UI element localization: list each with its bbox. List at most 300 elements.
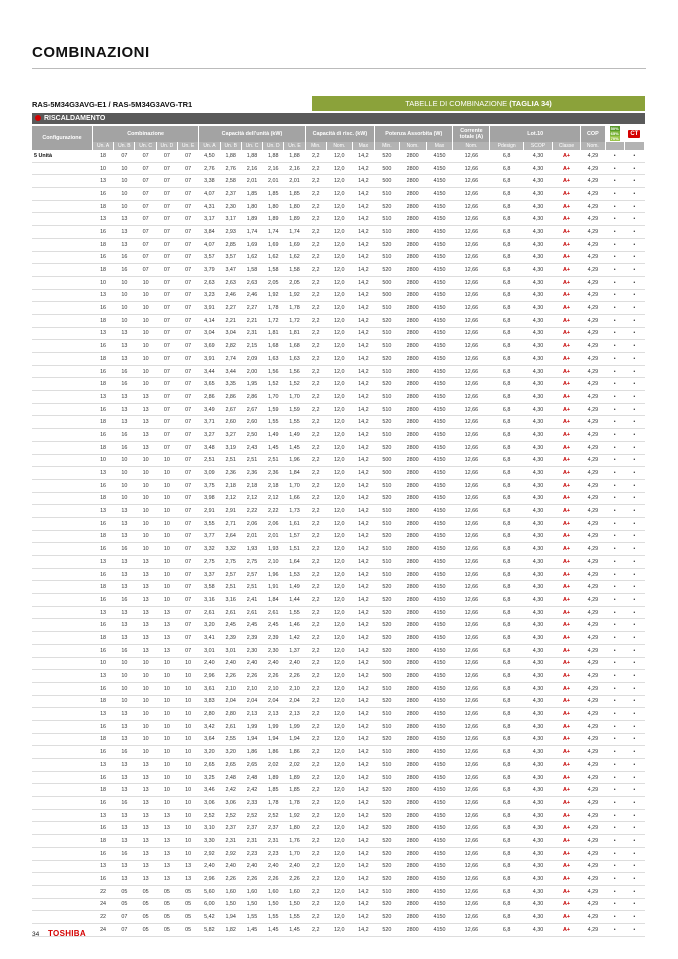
table-cell: 6,8 [490, 759, 524, 772]
table-cell: • [605, 822, 624, 835]
table-cell: • [624, 885, 644, 898]
table-cell: 10 [156, 505, 177, 518]
energy-class-cell: A+ [553, 797, 581, 810]
table-cell: 2,09 [241, 353, 262, 366]
table-cell: 1,89 [284, 213, 305, 226]
table-cell: 2,2 [305, 467, 326, 480]
table-cell: 4150 [426, 695, 453, 708]
table-cell: 2,60 [220, 416, 241, 429]
table-cell: 14,2 [352, 441, 374, 454]
table-cell: 1,50 [263, 898, 284, 911]
table-row [32, 581, 645, 594]
table-cell: 18 [92, 530, 113, 543]
table-cell: 14,2 [352, 353, 374, 366]
table-cell: 07 [178, 314, 199, 327]
table-cell: 510 [375, 403, 400, 416]
table-cell: 13 [114, 556, 135, 569]
table-cell: 13 [114, 860, 135, 873]
table-cell: 14,2 [352, 378, 374, 391]
table-cell: • [605, 416, 624, 429]
table-cell: 10 [178, 682, 199, 695]
table-cell: 07 [178, 302, 199, 315]
table-cell: 12,66 [453, 454, 490, 467]
table-cell: 2,2 [305, 517, 326, 530]
config-cell [32, 568, 92, 581]
table-cell: 520 [375, 898, 400, 911]
table-cell: 10 [156, 530, 177, 543]
table-cell: 3,48 [199, 441, 220, 454]
table-cell: 2,45 [241, 619, 262, 632]
table-cell: 16 [92, 188, 113, 201]
table-cell: 4150 [426, 923, 453, 936]
table-cell: 4,30 [523, 771, 552, 784]
table-cell: 13 [178, 873, 199, 886]
table-cell: 510 [375, 188, 400, 201]
badge-70: 70% [610, 136, 619, 141]
table-cell: 2,36 [220, 467, 241, 480]
table-row [32, 454, 645, 467]
table-cell: • [624, 505, 644, 518]
table-cell: 2800 [399, 784, 426, 797]
table-cell: 2,2 [305, 885, 326, 898]
table-cell: 3,65 [199, 378, 220, 391]
table-cell: 14,2 [352, 695, 374, 708]
table-cell: 3,41 [199, 632, 220, 645]
table-cell: 1,57 [284, 530, 305, 543]
table-cell: 10 [156, 746, 177, 759]
table-cell: 07 [178, 467, 199, 480]
table-cell: 2,16 [284, 162, 305, 175]
table-cell: 2800 [399, 670, 426, 683]
table-cell: 4,30 [523, 568, 552, 581]
table-cell: 1,94 [263, 733, 284, 746]
table-cell: 10 [178, 708, 199, 721]
table-cell: 1,99 [241, 720, 262, 733]
table-cell: • [605, 771, 624, 784]
table-cell: 2800 [399, 251, 426, 264]
table-cell: • [605, 378, 624, 391]
table-cell: 500 [375, 657, 400, 670]
table-cell: 12,0 [326, 708, 352, 721]
table-cell: • [605, 543, 624, 556]
table-cell: 07 [178, 251, 199, 264]
table-cell: 4,30 [523, 391, 552, 404]
table-cell: 4,29 [581, 746, 606, 759]
table-cell: 18 [92, 695, 113, 708]
table-cell: • [605, 847, 624, 860]
table-cell: 12,0 [326, 213, 352, 226]
table-cell: 1,85 [263, 188, 284, 201]
table-cell: 3,47 [220, 264, 241, 277]
table-cell: 6,8 [490, 594, 524, 607]
table-cell: 4,29 [581, 429, 606, 442]
energy-class-cell: A+ [553, 822, 581, 835]
table-cell: 2800 [399, 276, 426, 289]
table-cell: • [605, 238, 624, 251]
table-cell: 2,45 [220, 619, 241, 632]
table-cell: 2,04 [241, 695, 262, 708]
table-cell: 2,2 [305, 670, 326, 683]
table-cell: 2,2 [305, 479, 326, 492]
table-cell: 14,2 [352, 670, 374, 683]
table-cell: 14,2 [352, 264, 374, 277]
table-cell: 2,48 [220, 771, 241, 784]
table-cell: 05 [156, 898, 177, 911]
table-cell: 2,40 [241, 860, 262, 873]
table-cell: 18 [92, 353, 113, 366]
table-cell: 10 [135, 378, 156, 391]
table-cell: 14,2 [352, 682, 374, 695]
table-cell: 4150 [426, 733, 453, 746]
table-cell: 3,55 [199, 517, 220, 530]
table-cell: 2,00 [241, 365, 262, 378]
brand-logo: TOSHIBA [48, 929, 86, 938]
table-cell: 4,30 [523, 314, 552, 327]
table-cell: 07 [178, 213, 199, 226]
table-cell: 510 [375, 746, 400, 759]
table-cell: 1,61 [284, 517, 305, 530]
energy-class-cell: A+ [553, 670, 581, 683]
table-cell: • [605, 759, 624, 772]
table-cell: 24 [92, 923, 113, 936]
table-cell: 3,06 [199, 797, 220, 810]
table-cell: 12,66 [453, 365, 490, 378]
bullet-icon [35, 115, 41, 121]
config-cell [32, 429, 92, 442]
table-cell: 14,2 [352, 403, 374, 416]
table-cell: 14,2 [352, 251, 374, 264]
table-cell: 4,30 [523, 797, 552, 810]
table-cell: 510 [375, 759, 400, 772]
subheader-cell: Un. B [220, 142, 241, 150]
table-cell: 1,59 [284, 403, 305, 416]
table-cell: 10 [114, 302, 135, 315]
table-cell: 2,2 [305, 391, 326, 404]
table-cell: 10 [156, 517, 177, 530]
table-cell: 4,30 [523, 809, 552, 822]
table-cell: 2,52 [241, 809, 262, 822]
table-cell: 3,69 [199, 340, 220, 353]
table-cell: 6,8 [490, 720, 524, 733]
table-cell: 6,8 [490, 175, 524, 188]
table-cell: 2,55 [220, 733, 241, 746]
table-cell: 12,66 [453, 467, 490, 480]
table-cell: 2,2 [305, 365, 326, 378]
table-cell: 16 [92, 644, 113, 657]
table-cell: 12,0 [326, 911, 352, 924]
table-cell: 2,96 [199, 873, 220, 886]
table-cell: 1,55 [263, 911, 284, 924]
table-cell: 1,50 [220, 898, 241, 911]
table-cell: 13 [114, 238, 135, 251]
table-cell: 4150 [426, 492, 453, 505]
table-cell: 3,01 [220, 644, 241, 657]
table-cell: 520 [375, 733, 400, 746]
table-cell: 4,30 [523, 581, 552, 594]
table-cell: 2,2 [305, 873, 326, 886]
table-cell: 13 [114, 340, 135, 353]
table-cell: 12,66 [453, 720, 490, 733]
table-cell: 07 [156, 213, 177, 226]
table-cell: 2,67 [220, 403, 241, 416]
table-cell: 07 [178, 505, 199, 518]
table-cell: 05 [178, 885, 199, 898]
table-cell: 3,06 [220, 797, 241, 810]
table-cell: 12,66 [453, 594, 490, 607]
table-cell: 510 [375, 505, 400, 518]
table-cell: 2,40 [284, 657, 305, 670]
energy-class-cell: A+ [553, 302, 581, 315]
table-cell: 2,31 [241, 835, 262, 848]
table-cell: 4,29 [581, 682, 606, 695]
table-cell: 1,80 [284, 822, 305, 835]
config-cell [32, 606, 92, 619]
table-cell: 12,0 [326, 682, 352, 695]
table-cell: 16 [114, 365, 135, 378]
table-cell: 6,8 [490, 416, 524, 429]
table-cell: 10 [156, 657, 177, 670]
table-cell: 1,52 [263, 378, 284, 391]
table-cell: 07 [135, 150, 156, 162]
config-cell [32, 505, 92, 518]
table-cell: 2,26 [241, 873, 262, 886]
config-cell [32, 162, 92, 175]
table-cell: 14,2 [352, 873, 374, 886]
table-cell: 13 [114, 759, 135, 772]
table-cell: 4150 [426, 213, 453, 226]
table-cell: 12,0 [326, 391, 352, 404]
table-cell: 12,66 [453, 885, 490, 898]
table-cell: 13 [92, 391, 113, 404]
table-cell: 16 [92, 568, 113, 581]
table-cell: • [605, 492, 624, 505]
table-cell: 10 [156, 708, 177, 721]
table-cell: 2,2 [305, 784, 326, 797]
table-cell: 1,55 [241, 911, 262, 924]
config-cell [32, 416, 92, 429]
table-cell: 3,49 [199, 403, 220, 416]
table-cell: 6,8 [490, 505, 524, 518]
table-cell: 07 [178, 162, 199, 175]
table-cell: 4150 [426, 353, 453, 366]
table-cell: 07 [178, 289, 199, 302]
table-row [32, 479, 645, 492]
table-cell: 2,01 [241, 530, 262, 543]
table-cell: 6,8 [490, 314, 524, 327]
table-cell: 13 [114, 809, 135, 822]
table-cell: 1,37 [284, 644, 305, 657]
table-cell: 4150 [426, 365, 453, 378]
energy-class-cell: A+ [553, 150, 581, 162]
energy-class-cell: A+ [553, 873, 581, 886]
config-cell [32, 340, 92, 353]
table-cell: 12,66 [453, 606, 490, 619]
config-cell [32, 670, 92, 683]
table-cell: 12,66 [453, 492, 490, 505]
subheader-cell: Un. E [284, 142, 305, 150]
table-cell: 13 [178, 860, 199, 873]
table-cell: 13 [114, 835, 135, 848]
table-cell: 4,30 [523, 492, 552, 505]
energy-class-cell: A+ [553, 708, 581, 721]
table-cell: 2,85 [220, 238, 241, 251]
table-cell: 1,58 [241, 264, 262, 277]
energy-class-cell: A+ [553, 467, 581, 480]
table-cell: 12,0 [326, 720, 352, 733]
table-cell: 4,29 [581, 505, 606, 518]
table-row [32, 543, 645, 556]
energy-class-cell: A+ [553, 492, 581, 505]
table-cell: 4,29 [581, 695, 606, 708]
table-cell: 12,0 [326, 479, 352, 492]
config-cell [32, 492, 92, 505]
table-cell: 13 [135, 429, 156, 442]
table-cell: 07 [178, 340, 199, 353]
table-cell: 10 [156, 797, 177, 810]
table-cell: 07 [178, 581, 199, 594]
table-cell: 2,74 [220, 353, 241, 366]
table-cell: 14,2 [352, 213, 374, 226]
table-cell: 14,2 [352, 581, 374, 594]
table-cell: 2,26 [241, 670, 262, 683]
table-cell: 10 [178, 847, 199, 860]
table-cell: 13 [92, 670, 113, 683]
table-cell: 12,0 [326, 150, 352, 162]
table-cell: 10 [156, 784, 177, 797]
table-cell: 6,8 [490, 492, 524, 505]
table-cell: 3,27 [220, 429, 241, 442]
table-cell: 3,58 [199, 581, 220, 594]
energy-class-cell: A+ [553, 391, 581, 404]
table-cell: 2,2 [305, 720, 326, 733]
table-cell: 2,93 [220, 226, 241, 239]
table-cell: 510 [375, 682, 400, 695]
table-cell: 3,16 [199, 594, 220, 607]
table-cell: 520 [375, 594, 400, 607]
table-cell: 07 [156, 365, 177, 378]
table-cell: 4,30 [523, 556, 552, 569]
table-cell: 1,53 [284, 568, 305, 581]
ct-badge: CT [630, 131, 639, 137]
table-cell: 14,2 [352, 822, 374, 835]
table-cell: 2,80 [199, 708, 220, 721]
table-cell: 12,0 [326, 835, 352, 848]
table-cell: 3,37 [199, 568, 220, 581]
table-cell: • [624, 327, 644, 340]
table-cell: 1,60 [284, 885, 305, 898]
table-cell: 4,29 [581, 530, 606, 543]
table-cell: 12,66 [453, 733, 490, 746]
table-cell: • [605, 568, 624, 581]
table-cell: 12,0 [326, 619, 352, 632]
table-cell: 4,29 [581, 797, 606, 810]
table-cell: 4150 [426, 302, 453, 315]
table-cell: 10 [135, 353, 156, 366]
table-cell: 6,8 [490, 898, 524, 911]
table-cell: 4150 [426, 530, 453, 543]
table-cell: 12,66 [453, 378, 490, 391]
table-cell: 2,2 [305, 847, 326, 860]
table-cell: • [624, 619, 644, 632]
table-cell: 2,37 [220, 188, 241, 201]
table-cell: 4,31 [199, 200, 220, 213]
table-cell: 14,2 [352, 454, 374, 467]
table-cell: 4,30 [523, 441, 552, 454]
table-cell: 2,30 [241, 644, 262, 657]
table-cell: 18 [92, 441, 113, 454]
table-cell: 6,8 [490, 708, 524, 721]
table-cell: 16 [114, 264, 135, 277]
table-cell: 3,32 [199, 543, 220, 556]
energy-class-cell: A+ [553, 556, 581, 569]
table-cell: 4,07 [199, 188, 220, 201]
table-cell: 4,30 [523, 302, 552, 315]
config-cell [32, 898, 92, 911]
table-cell: 07 [156, 403, 177, 416]
table-cell: 2,2 [305, 416, 326, 429]
table-cell: 1,72 [284, 314, 305, 327]
table-cell: 1,93 [241, 543, 262, 556]
table-cell: 2800 [399, 885, 426, 898]
table-cell: 10 [135, 505, 156, 518]
table-cell: 6,8 [490, 530, 524, 543]
table-cell: 07 [156, 175, 177, 188]
table-cell: 4,29 [581, 923, 606, 936]
table-cell: 1,68 [263, 340, 284, 353]
table-cell: • [605, 150, 624, 162]
header-combinazione: Combinazione [92, 126, 198, 142]
table-cell: 4,30 [523, 340, 552, 353]
table-cell: 12,0 [326, 657, 352, 670]
table-cell: 4,30 [523, 898, 552, 911]
table-cell: 16 [92, 619, 113, 632]
table-cell: 12,0 [326, 594, 352, 607]
table-cell: 12,0 [326, 441, 352, 454]
table-cell: 2,23 [241, 847, 262, 860]
table-cell: 2800 [399, 264, 426, 277]
table-row [32, 517, 645, 530]
config-cell [32, 885, 92, 898]
table-cell: 2800 [399, 238, 426, 251]
table-cell: 13 [114, 213, 135, 226]
table-row [32, 188, 645, 201]
table-cell: 6,8 [490, 479, 524, 492]
table-cell: 13 [156, 860, 177, 873]
table-cell: 13 [92, 606, 113, 619]
table-row [32, 162, 645, 175]
table-cell: 12,66 [453, 822, 490, 835]
table-cell: 07 [114, 150, 135, 162]
table-cell: 2800 [399, 797, 426, 810]
table-cell: 1,60 [263, 885, 284, 898]
table-cell: 10 [178, 657, 199, 670]
table-cell: 16 [92, 594, 113, 607]
table-cell: 4150 [426, 670, 453, 683]
table-cell: • [624, 264, 644, 277]
table-cell: 07 [178, 188, 199, 201]
table-cell: 07 [178, 479, 199, 492]
table-cell: 13 [114, 517, 135, 530]
table-cell: 1,70 [284, 847, 305, 860]
table-row [32, 568, 645, 581]
table-cell: 13 [135, 441, 156, 454]
table-cell: 3,91 [199, 302, 220, 315]
table-cell: 16 [114, 251, 135, 264]
table-cell: 2800 [399, 911, 426, 924]
table-cell: 2800 [399, 644, 426, 657]
table-cell: 1,92 [263, 289, 284, 302]
table-cell: 6,8 [490, 403, 524, 416]
